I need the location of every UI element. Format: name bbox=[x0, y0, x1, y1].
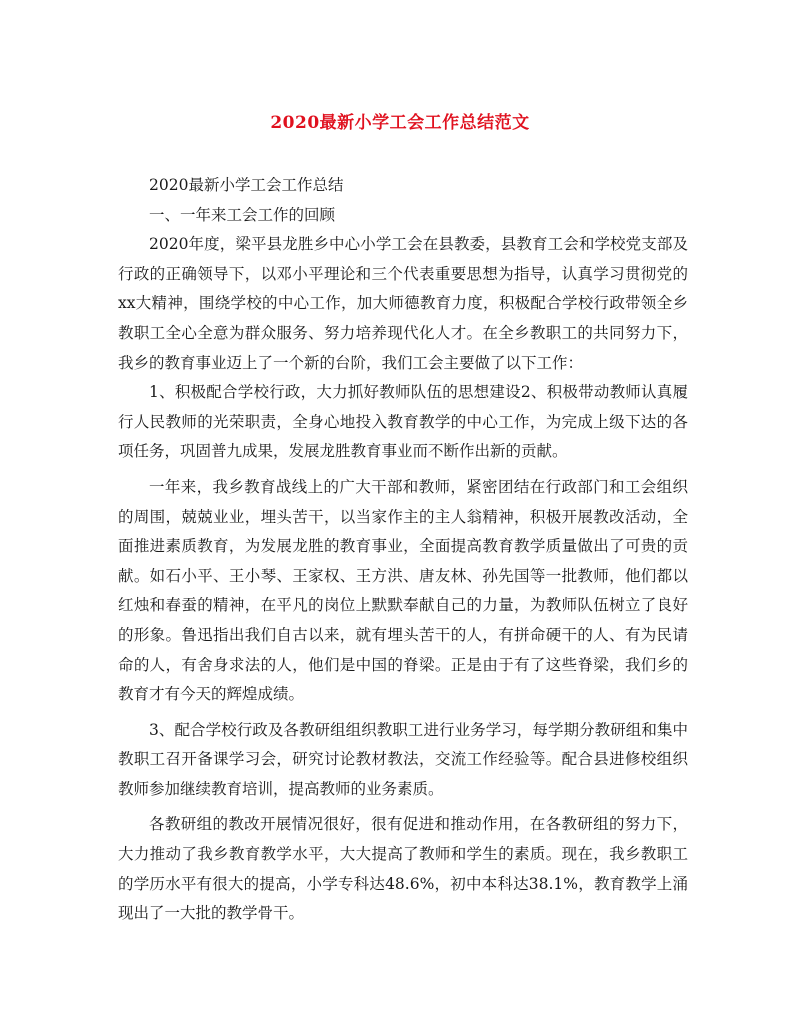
document-subtitle: 2020最新小学工会工作总结 bbox=[149, 176, 344, 194]
paragraph-2: 1、积极配合学校行政，大力抓好教师队伍的思想建设2、积极带动教师认真履行人民教师的光荣职责，全身心地投入教育教学的中心工作，为完成上级下达的各项任务，巩固普九成果，发展龙胜教育事业而不断作出新的贡献。 bbox=[118, 383, 688, 461]
paragraph-5: 各教研组的教改开展情况很好，很有促进和推动作用，在各教研组的努力下，大力推动了我乡教育教学水平，大大提高了教师和学生的素质。现在，我乡教职工的学历水平有很大的提高，小学专科达48.6%，初中本科达38.1%，教育教学上涌现出了一大批的教学骨干。 bbox=[118, 815, 688, 923]
document-body bbox=[118, 171, 688, 929]
paragraph-3: 一年来，我乡教育战线上的广大干部和教师，紧密团结在行政部门和工会组织的周围，兢兢业业，埋头苦干，以当家作主的主人翁精神，积极开展教改活动，全面推进素质教育，为发展龙胜的教育事业，全面提高教育教学质量做出了可贵的贡献。如石小平、王小琴、王家权、王方洪、唐友林、孙先国等一批教师，他们都以红烛和春蚕的精神，在平凡的岗位上默默奉献自己的力量，为教师队伍树立了良好的形象。鲁迅指出我们自古以来，就有埋头苦干的人，有拼命硬干的人、有为民请命的人，有舍身求法的人，他们是中国的脊梁。正是由于有了这些脊梁，我们乡的教育才有今天的辉煌成绩。 bbox=[118, 477, 688, 704]
paragraph-1: 2020年度，梁平县龙胜乡中心小学工会在县教委，县教育工会和学校党支部及行政的正确领导下，以邓小平理论和三个代表重要思想为指导，认真学习贯彻党的xx大精神，围绕学校的中心工作，加大师德教育力度，积极配合学校行政带领全乡教职工全心全意为群众服务、努力培养现代化人才。在全乡教职工的共同努力下，我乡的教育事业迈上了一个新的台阶，我们工会主要做了以下工作： bbox=[118, 235, 688, 372]
document-title: 2020最新小学工会工作总结范文 bbox=[270, 113, 530, 133]
section-heading: 一、一年来工会工作的回顾 bbox=[149, 205, 336, 224]
paragraph-4: 3、配合学校行政及各教研组组织教职工进行业务学习，每学期分教研组和集中教职工召开备课学习会，研究讨论教材教法，交流工作经验等。配合县进修校组织教师参加继续教育培训，提高教师的业务素质。 bbox=[118, 720, 688, 798]
